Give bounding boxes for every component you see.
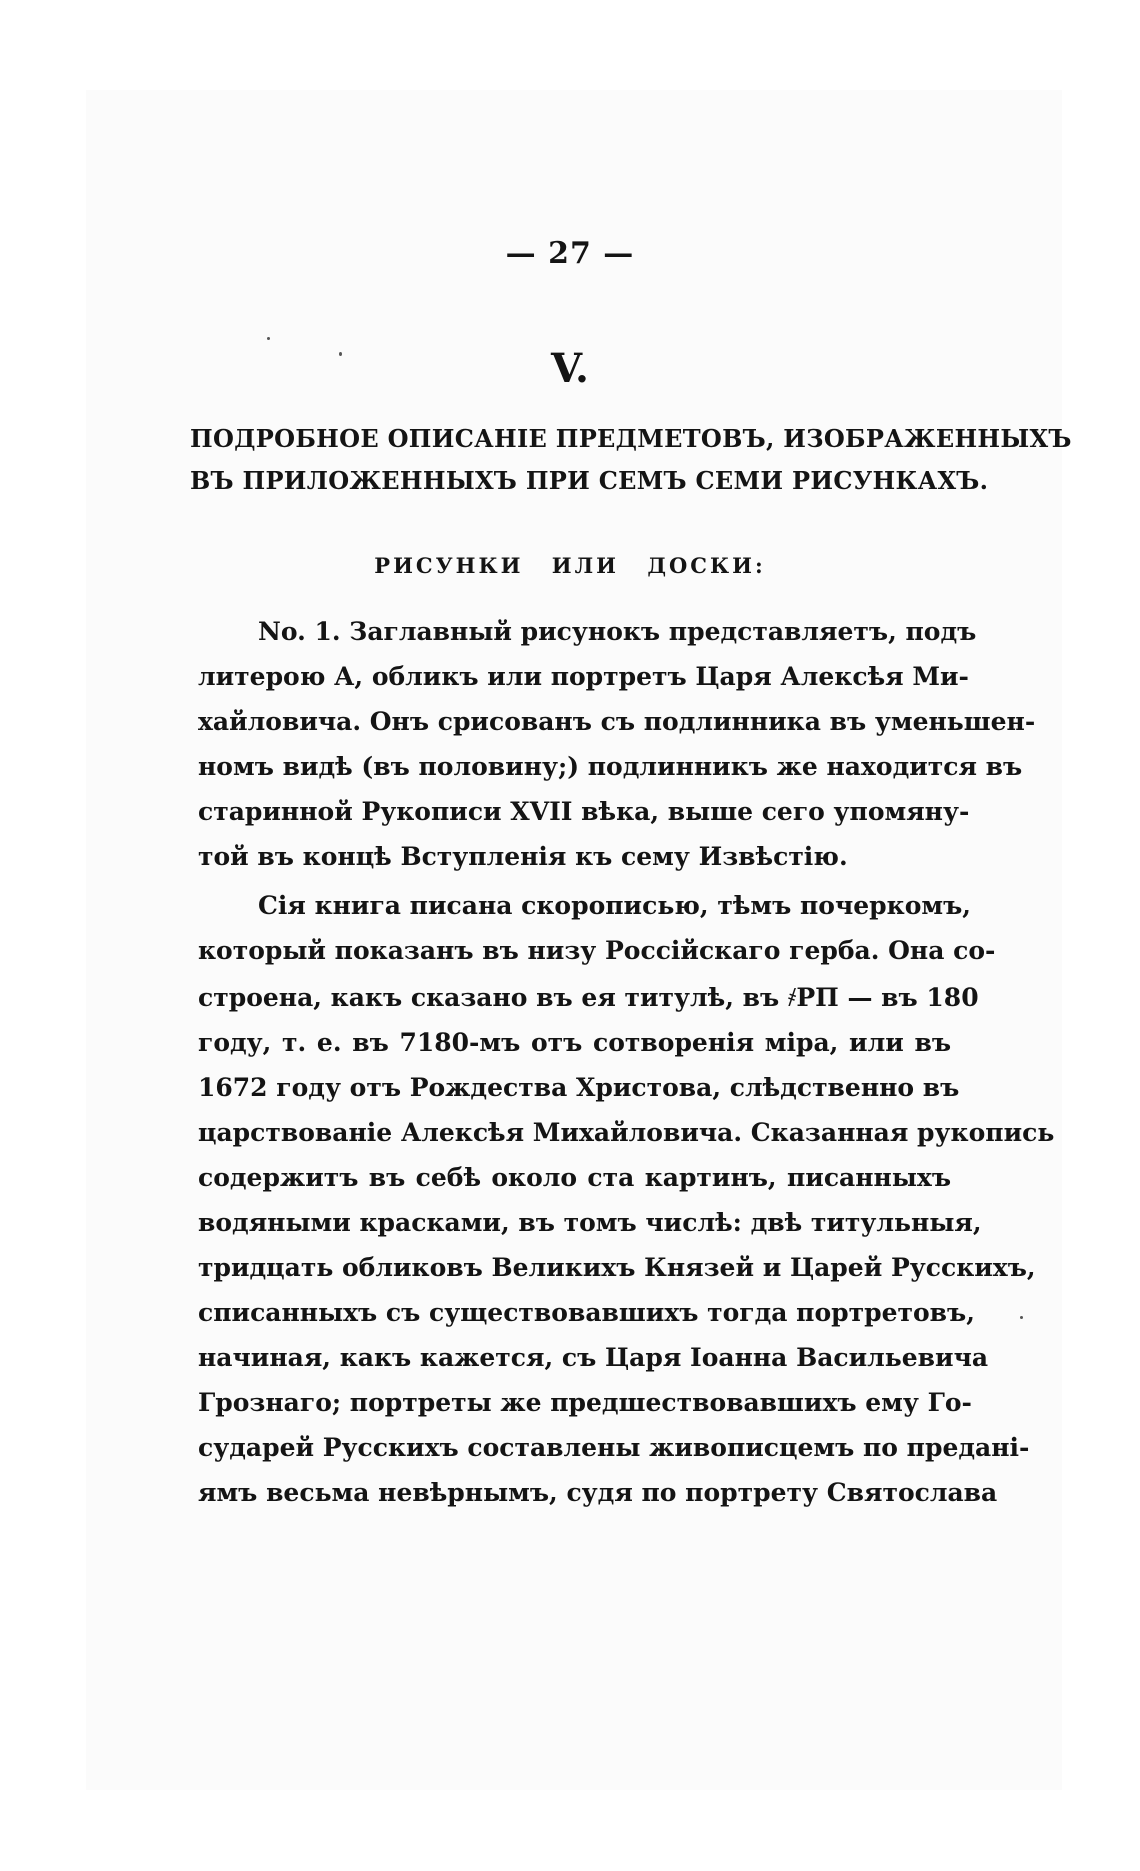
text-line: старинной Рукописи XVII вѣка, выше сего упомяну- bbox=[198, 797, 970, 826]
text-line: хайловича. Онъ срисованъ съ подлинника въ уменьшен- bbox=[198, 707, 1036, 736]
text-line: No. 1. Заглавный рисунокъ представляетъ, подъ bbox=[258, 617, 977, 646]
subheading: РИСУНКИ ИЛИ ДОСКИ: bbox=[374, 553, 766, 578]
text-line: литерою А, обликъ или портретъ Царя Алексѣя Ми- bbox=[198, 662, 969, 691]
page-number: — 27 — bbox=[505, 236, 635, 271]
text-line: тридцать обликовъ Великихъ Князей и Царей Русскихъ, bbox=[198, 1253, 1036, 1282]
text-line: содержитъ въ себѣ около ста картинъ, писанныхъ bbox=[198, 1163, 951, 1192]
text-line: строена, какъ сказано въ ея титулѣ, въ ҂РП — въ 180 bbox=[198, 983, 979, 1012]
text-line: который показанъ въ низу Россійскаго герба. Она со- bbox=[198, 936, 996, 965]
scan-speck bbox=[339, 352, 342, 356]
text-line: номъ видѣ (въ половину;) подлинникъ же находится въ bbox=[198, 752, 1023, 781]
text-line: той въ концѣ Вступленія къ сему Извѣстію. bbox=[198, 842, 848, 871]
scan-speck bbox=[267, 337, 270, 340]
text-line: списанныхъ съ существовавшихъ тогда портретовъ, bbox=[198, 1298, 975, 1327]
text-line: водяными красками, въ томъ числѣ: двѣ титульныя, bbox=[198, 1208, 982, 1237]
section-title-line: ПОДРОБНОЕ ОПИСАНІЕ ПРЕДМЕТОВЪ, ИЗОБРАЖЕННЫХЪ bbox=[190, 424, 1072, 453]
text-line: сударей Русскихъ составлены живописцемъ по предані- bbox=[198, 1433, 1030, 1462]
text-line: 1672 году отъ Рождества Христова, слѣдственно въ bbox=[198, 1073, 960, 1102]
text-line: Сія книга писана скорописью, тѣмъ почеркомъ, bbox=[258, 891, 971, 920]
scan-speck bbox=[1020, 1316, 1023, 1319]
text-line: начиная, какъ кажется, съ Царя Іоанна Васильевича bbox=[198, 1343, 989, 1372]
chapter-numeral: V. bbox=[551, 345, 589, 392]
text-line: году, т. е. въ 7180-мъ отъ сотворенія міра, или въ bbox=[198, 1028, 951, 1057]
text-line: Грознаго; портреты же предшествовавшихъ ему Го- bbox=[198, 1388, 972, 1417]
text-line: ямъ весьма невѣрнымъ, судя по портрету Святослава bbox=[198, 1478, 998, 1507]
text-line: царствованіе Алексѣя Михайловича. Сказанная рукопись bbox=[198, 1118, 1055, 1147]
section-title-line: ВЪ ПРИЛОЖЕННЫХЪ ПРИ СЕМЪ СЕМИ РИСУНКАХЪ. bbox=[190, 466, 989, 495]
